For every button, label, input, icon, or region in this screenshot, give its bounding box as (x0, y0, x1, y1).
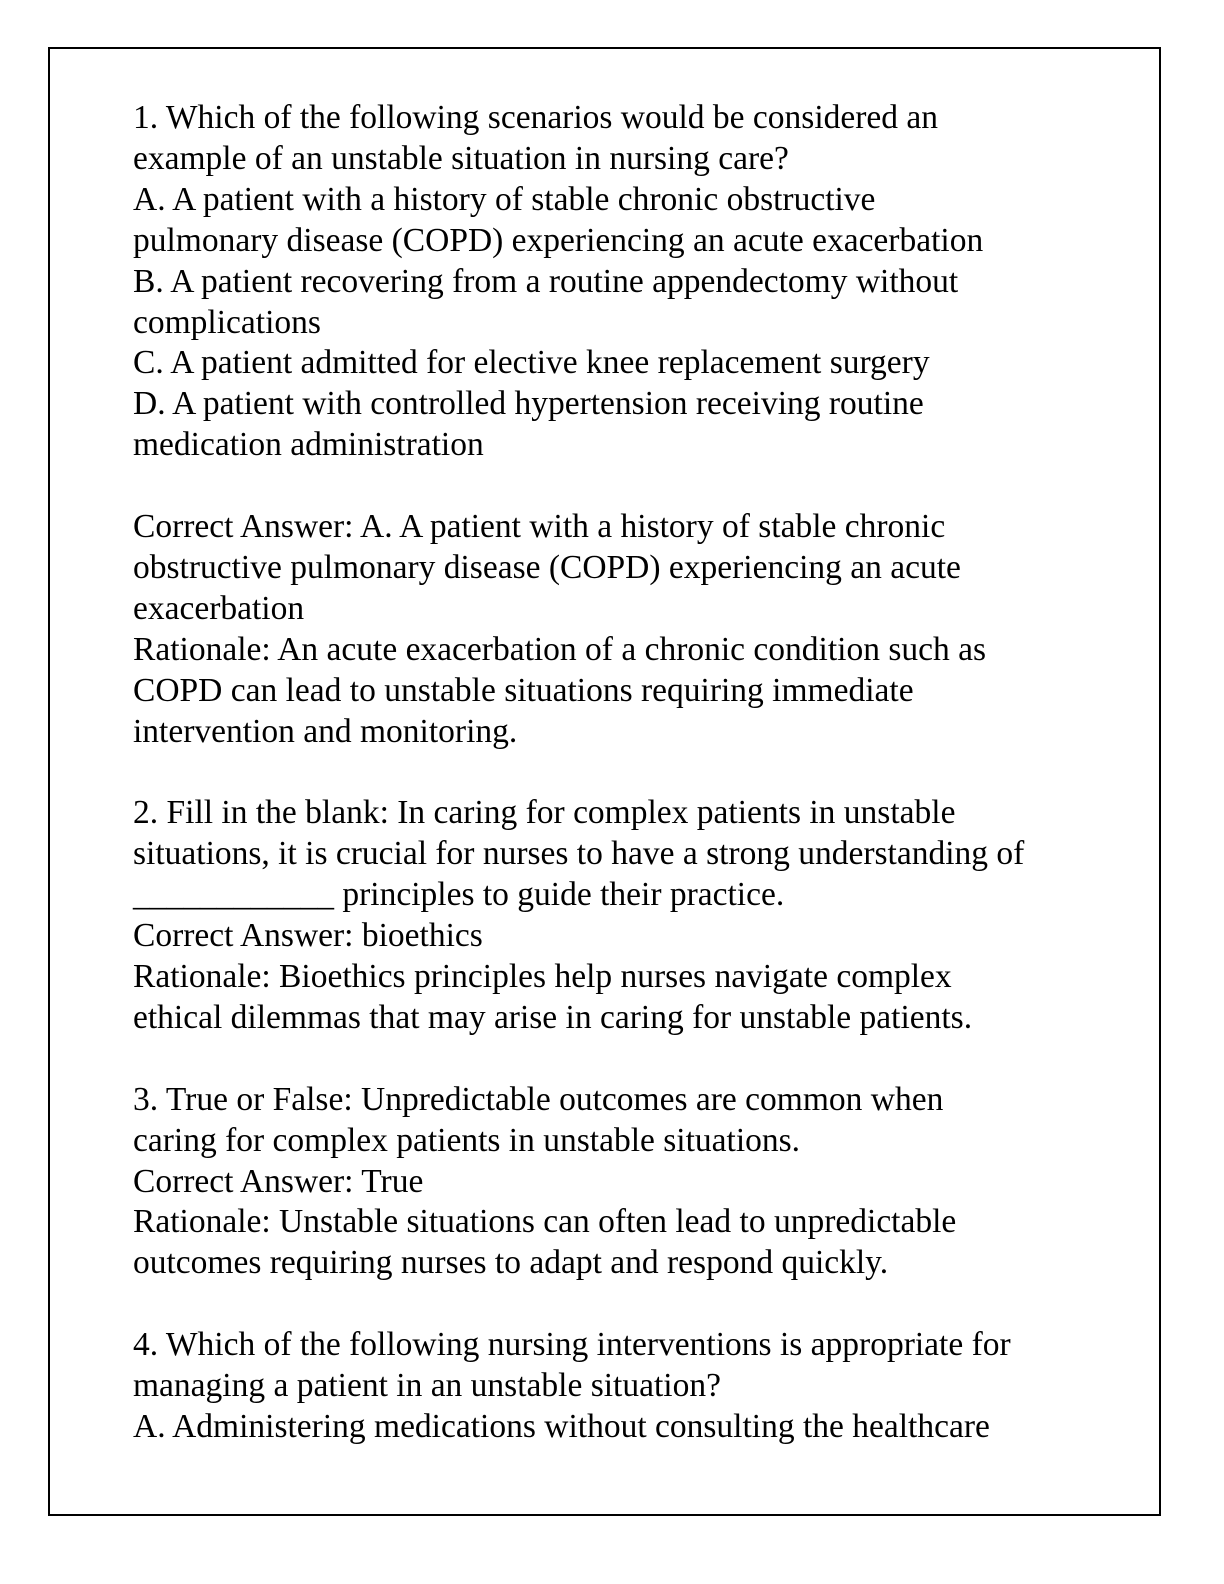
question-text: 1. Which of the following scenarios would be considered an (133, 99, 939, 136)
option-a: pulmonary disease (COPD) experiencing an acute exacerbation (133, 221, 984, 259)
rationale: Rationale: Unstable situations can often lead to unpredictable (133, 1203, 957, 1241)
rationale: ethical dilemmas that may arise in caring for unstable patients. (133, 998, 973, 1036)
correct-answer: exacerbation (133, 589, 305, 627)
correct-answer: Correct Answer: A. A patient with a history of stable chronic (133, 508, 946, 546)
option-b: B. A patient recovering from a routine appendectomy without (133, 262, 959, 300)
question-text: ____________ principles to guide their practice. (133, 876, 785, 914)
option-b: complications (133, 303, 321, 341)
question-text: caring for complex patients in unstable situations. (133, 1121, 801, 1159)
question-text: 3. True or False: Unpredictable outcomes are common when (133, 1080, 944, 1118)
rationale: outcomes requiring nurses to adapt and respond quickly. (133, 1244, 889, 1282)
option-a: A. Administering medications without consulting the healthcare (133, 1407, 990, 1445)
rationale: COPD can lead to unstable situations requiring immediate (133, 671, 914, 709)
question-4 (133, 1325, 1113, 1448)
spacer (133, 466, 1113, 507)
correct-answer: obstructive pulmonary disease (COPD) experiencing an acute (133, 548, 961, 586)
question-3 (133, 1080, 1113, 1285)
spacer (133, 752, 1113, 793)
spacer (133, 1284, 1113, 1325)
rationale: Rationale: Bioethics principles help nurses navigate complex (133, 958, 952, 995)
question-1 (133, 98, 1113, 752)
option-d: medication administration (133, 426, 484, 464)
correct-answer: Correct Answer: bioethics (133, 917, 483, 955)
option-d: D. A patient with controlled hypertension receiving routine (133, 385, 924, 423)
option-c: C. A patient admitted for elective knee replacement surgery (133, 344, 930, 382)
question-text: situations, it is crucial for nurses to have a strong understanding of (133, 835, 1025, 873)
question-text: example of an unstable situation in nursing care? (133, 139, 789, 177)
question-text: 2. Fill in the blank: In caring for complex patients in unstable (133, 794, 956, 832)
document-body (133, 98, 1113, 1448)
rationale: Rationale: An acute exacerbation of a chronic condition such as (133, 630, 987, 668)
question-text: 4. Which of the following nursing interventions is appropriate for (133, 1326, 1011, 1364)
question-2 (133, 793, 1113, 1038)
correct-answer: Correct Answer: True (133, 1162, 424, 1200)
rationale: intervention and monitoring. (133, 712, 518, 750)
option-a: A. A patient with a history of stable chronic obstructive (133, 180, 876, 218)
question-text: managing a patient in an unstable situation? (133, 1367, 721, 1405)
spacer (133, 1039, 1113, 1080)
